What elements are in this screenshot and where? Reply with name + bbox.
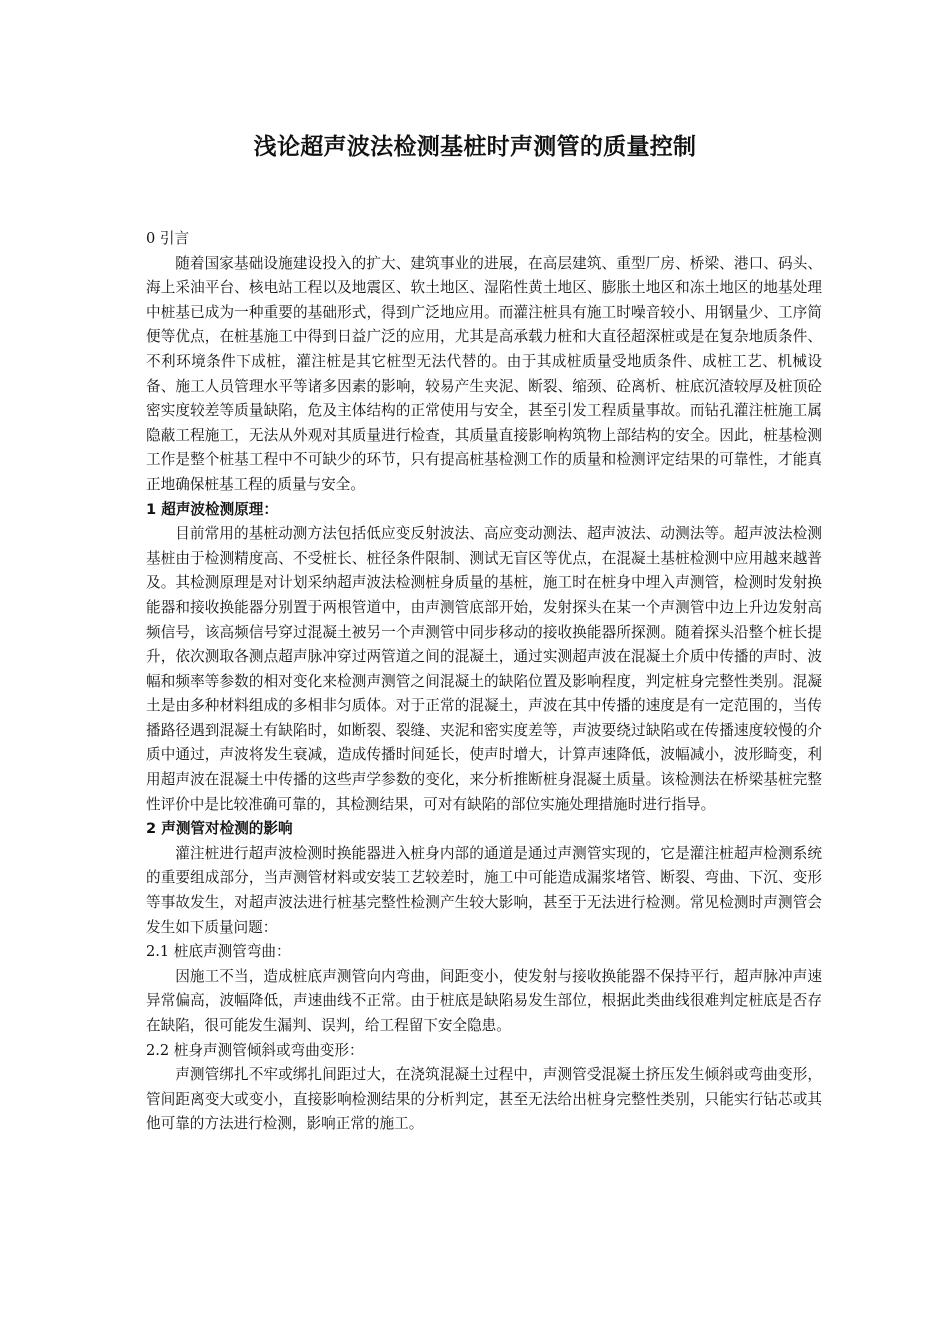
paragraph-body-tube-tilt: 声测管绑扎不牢或绑扎间距过大，在浇筑混凝土过程中，声测管受混凝土挤压发生倾斜或弯曲变形，管间距离变大或变小，直接影响检测结果的分析判定，甚至无法给出桩身完整性类别，只能实行钻芯或其他可靠的方法进行检测，影响正常的施工。 [146, 1066, 822, 1133]
section-heading-introduction: 0 引言 [146, 230, 190, 247]
subsection-heading-bottom-tube-bending: 2.1 桩底声测管弯曲： [146, 943, 291, 961]
section-heading-ultrasonic-principle: 1 超声波检测原理： [146, 500, 278, 518]
section-heading-tube-influence: 2 声测管对检测的影响 [146, 820, 293, 838]
document-title: 浅论超声波法检测基桩时声测管的质量控制 [253, 134, 697, 160]
paragraph-tube-influence: 灌注桩进行超声波检测时换能器进入桩身内部的通道是通过声测管实现的，它是灌注桩超声检测系统的重要组成部分，当声测管材料或安装工艺较差时，施工中可能造成漏浆堵管、断裂、弯曲、下沉、变形等事故发生，对超声波法进行桩基完整性检测产生较大影响，甚至于无法进行检测。常见检测时声测管会发生如下质量问题： [146, 844, 822, 936]
paragraph-bottom-tube-bending: 因施工不当，造成桩底声测管向内弯曲，间距变小，使发射与接收换能器不保持平行，超声脉冲声速异常偏高，波幅降低，声速曲线不正常。由于桩底是缺陷易发生部位，根据此类曲线很难判定桩底是否存在缺陷，很可能发生漏判、误判，给工程留下安全隐患。 [146, 967, 822, 1034]
subsection-heading-body-tube-tilt: 2.2 桩身声测管倾斜或弯曲变形： [146, 1041, 364, 1059]
paragraph-introduction: 随着国家基础设施建设投入的扩大、建筑事业的进展，在高层建筑、重型厂房、桥梁、港口、码头、海上采油平台、核电站工程以及地震区、软土地区、湿陷性黄土地区、膨胀土地区和冻土地区的地基处理中桩基已成为一种重要的基础形式，得到广泛地应用。而灌注桩具有施工时噪音较小、用钢量少、工序简便等优点，在桩基施工中得到日益广泛的应用，尤其是高承载力桩和大直径超深桩或是在复杂地质条件、不利环境条件下成桩，灌注桩是其它桩型无法代替的。由于其成桩质量受地质条件、成桩工艺、机械设备、施工人员管理水平等诸多因素的影响，较易产生夹泥、断裂、缩颈、砼离析、桩底沉渣较厚及桩顶砼密实度较差等质量缺陷，危及主体结构的正常使用与安全，甚至引发工程质量事故。而钻孔灌注桩施工属隐蔽工程施工，无法从外观对其质量进行检查，其质量直接影响构筑物上部结构的安全。因此，桩基检测工作是整个桩基工程中不可缺少的环节，只有提高桩基检测工作的质量和检测评定结果的可靠性，才能真正地确保桩基工程的质量与安全。 [146, 254, 822, 493]
paragraph-ultrasonic-principle: 目前常用的基桩动测方法包括低应变反射波法、高应变动测法、超声波法、动测法等。超声波法检测基桩由于检测精度高、不受桩长、桩径条件限制、测试无盲区等优点，在混凝土基桩检测中应用越来越普及。其检测原理是对计划采纳超声波法检测桩身质量的基桩，施工时在桩身中埋入声测管，检测时发射换能器和接收换能器分别置于两根管道中，由声测管底部开始，发射探头在某一个声测管中边上升边发射高频信号，该高频信号穿过混凝土被另一个声测管中同步移动的接收换能器所探测。随着探头沿整个桩长提升，依次测取各测点超声脉冲穿过两管道之间的混凝土，通过实测超声波在混凝土介质中传播的声时、波幅和频率等参数的相对变化来检测声测管之间混凝土的缺陷位置及影响程度，判定桩身完整性类别。混凝土是由多种材料组成的多相非匀质体。对于正常的混凝土，声波在其中传播的速度是有一定范围的，当传播路径遇到混凝土有缺陷时，如断裂、裂缝、夹泥和密实度差等，声波要绕过缺陷或在传播速度较慢的介质中通过，声波将发生衰减，造成传播时间延长，使声时增大，计算声速降低，波幅减小，波形畸变，利用超声波在混凝土中传播的这些声学参数的变化，来分析推断桩身混凝土质量。该检测法在桥梁基桩完整性评价中是比较准确可靠的，其检测结果，可对有缺陷的部位实施处理措施时进行指导。 [146, 525, 822, 813]
document-body [146, 227, 822, 1137]
